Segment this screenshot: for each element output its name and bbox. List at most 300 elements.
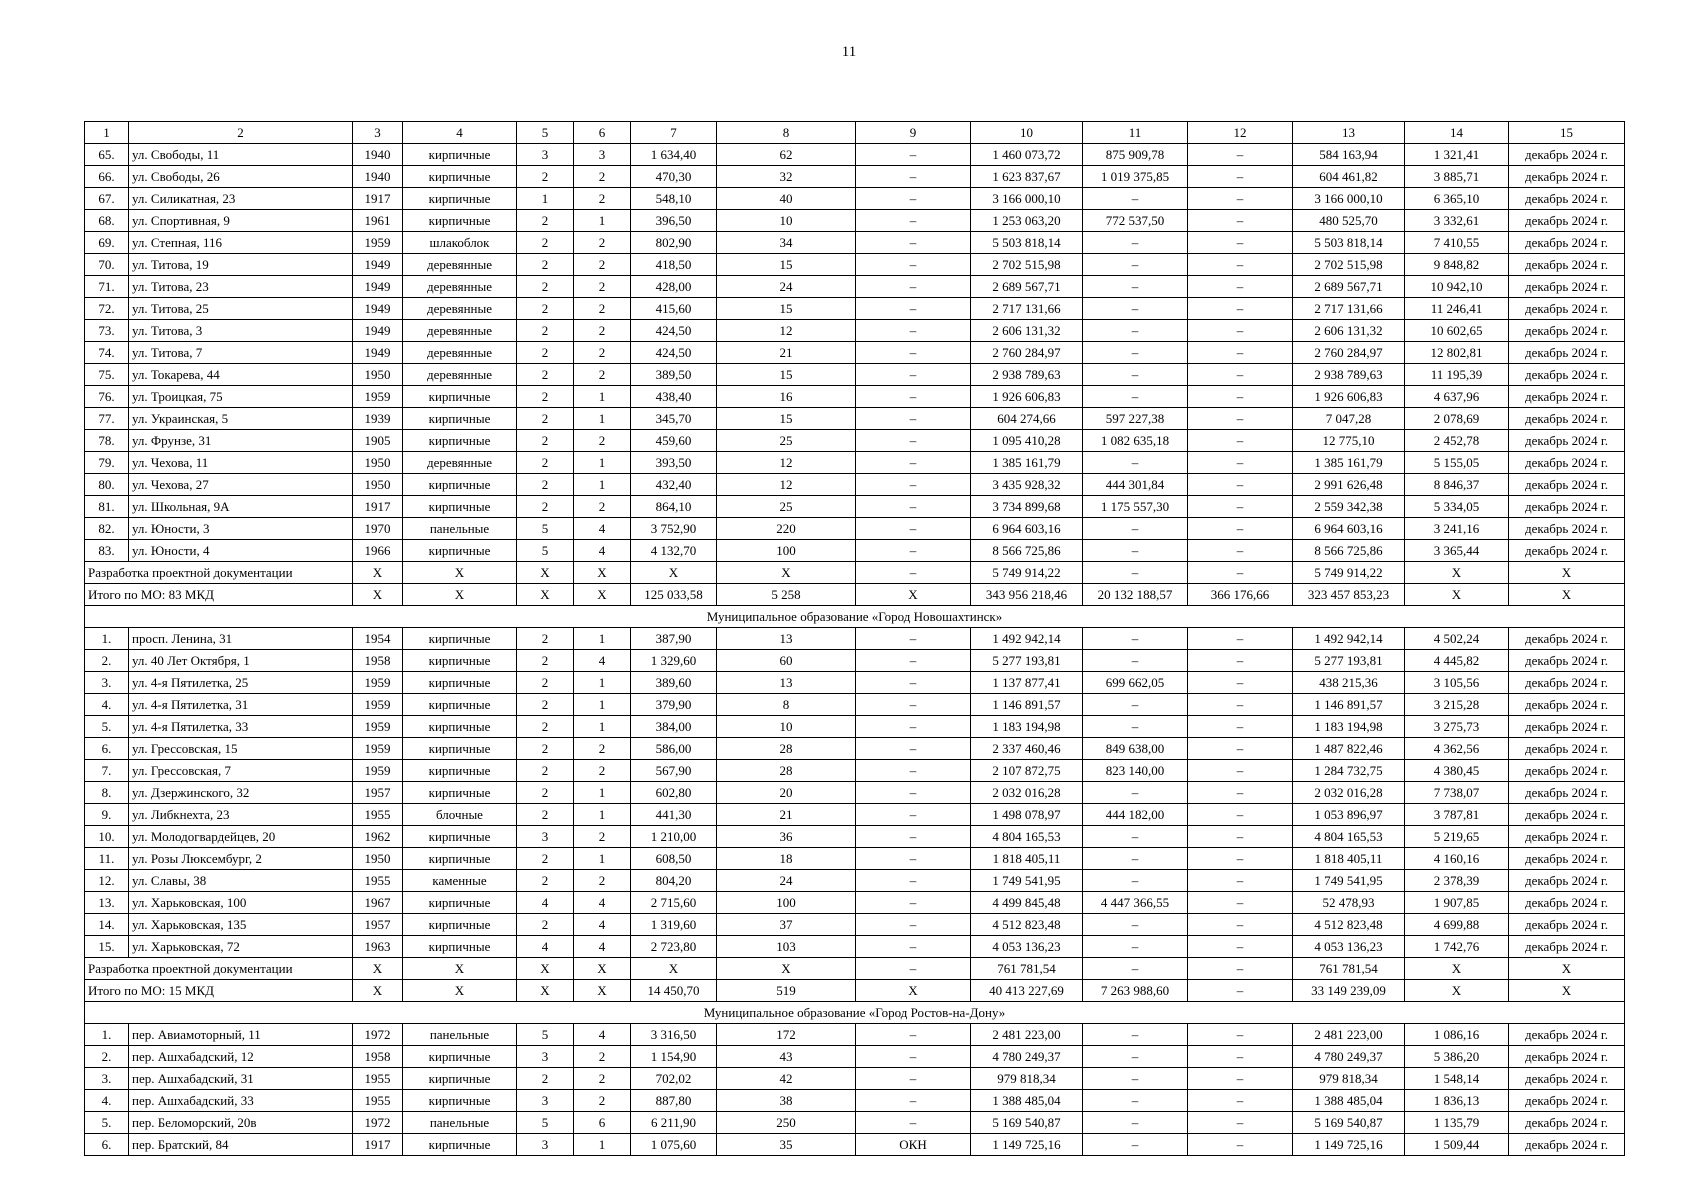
table-cell: – — [1083, 848, 1188, 870]
table-cell: 1954 — [353, 628, 403, 650]
summary-cell: – — [1188, 562, 1293, 584]
table-cell: – — [1188, 628, 1293, 650]
table-cell: 4 780 249,37 — [1293, 1046, 1405, 1068]
table-cell: 5 503 818,14 — [971, 232, 1083, 254]
table-cell: 4 780 249,37 — [971, 1046, 1083, 1068]
table-cell: 1962 — [353, 826, 403, 848]
table-cell: 864,10 — [631, 496, 717, 518]
table-cell: 250 — [717, 1112, 856, 1134]
table-cell: – — [1188, 144, 1293, 166]
table-cell: 4 380,45 — [1405, 760, 1509, 782]
summary-cell: X — [1509, 980, 1625, 1002]
table-cell: 8 566 725,86 — [1293, 540, 1405, 562]
table-cell: 11 195,39 — [1405, 364, 1509, 386]
table-cell: – — [1083, 650, 1188, 672]
table-cell: 1955 — [353, 1068, 403, 1090]
table-cell: – — [1083, 276, 1188, 298]
table-cell: 5 169 540,87 — [1293, 1112, 1405, 1134]
table-cell: деревянные — [403, 320, 517, 342]
table-cell: 80. — [85, 474, 129, 496]
table-cell: – — [1188, 782, 1293, 804]
table-cell: 1949 — [353, 342, 403, 364]
table-cell: 2 — [574, 870, 631, 892]
table-cell: шлакоблок — [403, 232, 517, 254]
table-cell: 2 — [517, 496, 574, 518]
table-cell: кирпичные — [403, 628, 517, 650]
table-cell: 887,80 — [631, 1090, 717, 1112]
table-cell: 5 — [517, 1112, 574, 1134]
table-cell: 1959 — [353, 738, 403, 760]
table-cell: – — [1188, 1134, 1293, 1156]
table-cell: 1961 — [353, 210, 403, 232]
table-cell: 4 512 823,48 — [1293, 914, 1405, 936]
table-cell: кирпичные — [403, 716, 517, 738]
summary-cell: X — [717, 562, 856, 584]
table-cell: кирпичные — [403, 408, 517, 430]
summary-cell: X — [717, 958, 856, 980]
table-cell: 1 907,85 — [1405, 892, 1509, 914]
header-cell: 1 — [85, 122, 129, 144]
table-cell: 36 — [717, 826, 856, 848]
table-cell: 597 227,38 — [1083, 408, 1188, 430]
table-cell: 2 078,69 — [1405, 408, 1509, 430]
table-cell: – — [1083, 782, 1188, 804]
table-cell: 14. — [85, 914, 129, 936]
table-cell: 2 — [574, 188, 631, 210]
table-cell: 16 — [717, 386, 856, 408]
table-cell: 2 — [574, 364, 631, 386]
table-row — [85, 760, 1625, 782]
table-cell: кирпичные — [403, 1134, 517, 1156]
table-cell: 81. — [85, 496, 129, 518]
table-cell: – — [1188, 364, 1293, 386]
table-cell: 441,30 — [631, 804, 717, 826]
table-cell: декабрь 2024 г. — [1509, 254, 1625, 276]
table-row — [85, 320, 1625, 342]
table-cell: 432,40 — [631, 474, 717, 496]
table-cell: 2 606 131,32 — [971, 320, 1083, 342]
summary-cell: – — [1188, 958, 1293, 980]
table-cell: – — [1083, 364, 1188, 386]
table-cell: 4 512 823,48 — [971, 914, 1083, 936]
table-cell: – — [1083, 320, 1188, 342]
table-cell: – — [1188, 848, 1293, 870]
table-cell: 60 — [717, 650, 856, 672]
table-cell: – — [1188, 298, 1293, 320]
table-cell: 2 — [517, 408, 574, 430]
table-cell: 25 — [717, 430, 856, 452]
table-cell: 5 — [517, 540, 574, 562]
header-cell: 15 — [1509, 122, 1625, 144]
summary-cell: 761 781,54 — [1293, 958, 1405, 980]
table-cell: 78. — [85, 430, 129, 452]
table-row — [85, 408, 1625, 430]
table-cell: 1 818 405,11 — [971, 848, 1083, 870]
table-cell: 13. — [85, 892, 129, 914]
table-row — [85, 1090, 1625, 1112]
table-cell: 1 623 837,67 — [971, 166, 1083, 188]
table-cell: 82. — [85, 518, 129, 540]
table-cell: 5 277 193,81 — [1293, 650, 1405, 672]
header-cell: 10 — [971, 122, 1083, 144]
table-cell: 12 775,10 — [1293, 430, 1405, 452]
table-cell: ул. Фрунзе, 31 — [129, 430, 353, 452]
table-cell: 7 738,07 — [1405, 782, 1509, 804]
table-cell: – — [856, 430, 971, 452]
table-cell: декабрь 2024 г. — [1509, 694, 1625, 716]
table-cell: 1 385 161,79 — [971, 452, 1083, 474]
table-cell: 1 019 375,85 — [1083, 166, 1188, 188]
table-cell: 1966 — [353, 540, 403, 562]
table-cell: 2 — [517, 1068, 574, 1090]
table-cell: – — [856, 936, 971, 958]
table-cell: 379,90 — [631, 694, 717, 716]
table-cell: – — [1083, 1090, 1188, 1112]
table-cell: 10 — [717, 716, 856, 738]
table-row — [85, 1068, 1625, 1090]
table-cell: – — [856, 782, 971, 804]
table-row — [85, 738, 1625, 760]
table-cell: кирпичные — [403, 496, 517, 518]
table-cell: 3 365,44 — [1405, 540, 1509, 562]
table-cell: 11 246,41 — [1405, 298, 1509, 320]
table-cell: 428,00 — [631, 276, 717, 298]
table-row — [85, 782, 1625, 804]
table-cell: 65. — [85, 144, 129, 166]
table-cell: 2 481 223,00 — [971, 1024, 1083, 1046]
table-cell: 1 053 896,97 — [1293, 804, 1405, 826]
table-cell: 584 163,94 — [1293, 144, 1405, 166]
table-cell: декабрь 2024 г. — [1509, 518, 1625, 540]
table-cell: просп. Ленина, 31 — [129, 628, 353, 650]
table-cell: декабрь 2024 г. — [1509, 628, 1625, 650]
table-cell: кирпичные — [403, 650, 517, 672]
table-cell: 418,50 — [631, 254, 717, 276]
table-cell: декабрь 2024 г. — [1509, 738, 1625, 760]
table-cell: декабрь 2024 г. — [1509, 320, 1625, 342]
summary-cell: X — [403, 958, 517, 980]
table-cell: декабрь 2024 г. — [1509, 672, 1625, 694]
table-cell: 3 752,90 — [631, 518, 717, 540]
table-cell: 1 175 557,30 — [1083, 496, 1188, 518]
table-cell: 1917 — [353, 1134, 403, 1156]
table-cell: 702,02 — [631, 1068, 717, 1090]
table-cell: 15 — [717, 408, 856, 430]
table-cell: – — [856, 1046, 971, 1068]
table-cell: 12 — [717, 452, 856, 474]
summary-cell: X — [403, 562, 517, 584]
table-cell: 34 — [717, 232, 856, 254]
table-cell: 52 478,93 — [1293, 892, 1405, 914]
table-cell: – — [1188, 760, 1293, 782]
table-row — [85, 650, 1625, 672]
table-cell: кирпичные — [403, 760, 517, 782]
table-cell: кирпичные — [403, 826, 517, 848]
table-cell: кирпичные — [403, 188, 517, 210]
table-cell: 389,60 — [631, 672, 717, 694]
table-cell: 12. — [85, 870, 129, 892]
table-cell: декабрь 2024 г. — [1509, 936, 1625, 958]
table-cell: 1 146 891,57 — [1293, 694, 1405, 716]
table-cell: декабрь 2024 г. — [1509, 540, 1625, 562]
header-cell: 6 — [574, 122, 631, 144]
table-cell: декабрь 2024 г. — [1509, 1046, 1625, 1068]
table-cell: – — [1188, 408, 1293, 430]
table-cell: – — [856, 694, 971, 716]
table-cell: ул. Титова, 25 — [129, 298, 353, 320]
table-cell: 459,60 — [631, 430, 717, 452]
table-cell: – — [856, 188, 971, 210]
table-cell: кирпичные — [403, 210, 517, 232]
table-cell: 389,50 — [631, 364, 717, 386]
table-cell: кирпичные — [403, 892, 517, 914]
table-cell: – — [856, 320, 971, 342]
table-cell: 393,50 — [631, 452, 717, 474]
table-cell: пер. Братский, 84 — [129, 1134, 353, 1156]
table-cell: – — [856, 474, 971, 496]
table-row — [85, 342, 1625, 364]
table-cell: декабрь 2024 г. — [1509, 474, 1625, 496]
header-cell: 5 — [517, 122, 574, 144]
table-cell: 71. — [85, 276, 129, 298]
table-cell: 2 — [574, 496, 631, 518]
table-cell: 5. — [85, 1112, 129, 1134]
table-cell: 1 385 161,79 — [1293, 452, 1405, 474]
summary-cell: 761 781,54 — [971, 958, 1083, 980]
table-cell: декабрь 2024 г. — [1509, 1112, 1625, 1134]
table-cell: декабрь 2024 г. — [1509, 342, 1625, 364]
table-cell: декабрь 2024 г. — [1509, 892, 1625, 914]
table-cell: 3 435 928,32 — [971, 474, 1083, 496]
table-cell: ул. Молодогвардейцев, 20 — [129, 826, 353, 848]
table-cell: 220 — [717, 518, 856, 540]
table-cell: 79. — [85, 452, 129, 474]
table-cell: декабрь 2024 г. — [1509, 848, 1625, 870]
table-cell: деревянные — [403, 254, 517, 276]
table-cell: 4 804 165,53 — [1293, 826, 1405, 848]
table-cell: 6. — [85, 1134, 129, 1156]
table-cell: 1959 — [353, 232, 403, 254]
header-cell: 12 — [1188, 122, 1293, 144]
table-cell: декабрь 2024 г. — [1509, 364, 1625, 386]
table-cell: декабрь 2024 г. — [1509, 452, 1625, 474]
table-cell: – — [1188, 166, 1293, 188]
table-cell: 4 637,96 — [1405, 386, 1509, 408]
summary-cell: X — [574, 562, 631, 584]
table-cell: 1970 — [353, 518, 403, 540]
table-cell: 875 909,78 — [1083, 144, 1188, 166]
table-cell: 2 — [517, 364, 574, 386]
table-cell: 1 137 877,41 — [971, 672, 1083, 694]
header-cell: 4 — [403, 122, 517, 144]
summary-cell: X — [517, 980, 574, 1002]
summary-cell: X — [403, 584, 517, 606]
table-cell: 1 818 405,11 — [1293, 848, 1405, 870]
table-cell: 10 602,65 — [1405, 320, 1509, 342]
summary-cell: – — [856, 958, 971, 980]
table-cell: 2 — [574, 254, 631, 276]
table-cell: 2 — [517, 694, 574, 716]
summary-cell: X — [353, 562, 403, 584]
table-cell: 4 502,24 — [1405, 628, 1509, 650]
table-cell: 66. — [85, 166, 129, 188]
table-cell: – — [856, 738, 971, 760]
table-row — [85, 628, 1625, 650]
table-cell: 42 — [717, 1068, 856, 1090]
table-cell: ул. Титова, 7 — [129, 342, 353, 364]
summary-cell: 5 258 — [717, 584, 856, 606]
table-cell: 849 638,00 — [1083, 738, 1188, 760]
table-cell: 1917 — [353, 496, 403, 518]
table-cell: – — [856, 892, 971, 914]
table-cell: – — [1083, 188, 1188, 210]
table-cell: 2 — [517, 320, 574, 342]
summary-cell: – — [1083, 562, 1188, 584]
table-cell: 2 — [574, 738, 631, 760]
table-cell: 2 — [517, 232, 574, 254]
table-cell: ул. Силикатная, 23 — [129, 188, 353, 210]
table-cell: – — [856, 870, 971, 892]
table-cell: декабрь 2024 г. — [1509, 1090, 1625, 1112]
table-cell: – — [1083, 232, 1188, 254]
table-row — [85, 1134, 1625, 1156]
table-cell: ул. Либкнехта, 23 — [129, 804, 353, 826]
table-cell: 1 210,00 — [631, 826, 717, 848]
table-cell: – — [1083, 254, 1188, 276]
table-cell: декабрь 2024 г. — [1509, 166, 1625, 188]
table-cell: – — [1188, 1090, 1293, 1112]
table-cell: 1958 — [353, 650, 403, 672]
table-cell: 2 — [517, 738, 574, 760]
table-cell: – — [856, 386, 971, 408]
table-cell: 103 — [717, 936, 856, 958]
table-cell: 979 818,34 — [971, 1068, 1083, 1090]
table-cell: – — [1083, 716, 1188, 738]
table-cell: 28 — [717, 760, 856, 782]
table-cell: 1 — [574, 848, 631, 870]
table-cell: ул. Школьная, 9А — [129, 496, 353, 518]
table-cell: 4 — [517, 892, 574, 914]
summary-cell: X — [517, 562, 574, 584]
table-cell: декабрь 2024 г. — [1509, 914, 1625, 936]
table-cell: 3 316,50 — [631, 1024, 717, 1046]
section-title: Муниципальное образование «Город Ростов-на-Дону» — [85, 1002, 1625, 1024]
table-cell: 2 723,80 — [631, 936, 717, 958]
table-cell: 1 492 942,14 — [971, 628, 1083, 650]
table-cell: – — [1188, 320, 1293, 342]
summary-cell: 323 457 853,23 — [1293, 584, 1405, 606]
table-cell: панельные — [403, 1112, 517, 1134]
table-cell: деревянные — [403, 298, 517, 320]
table-cell: 69. — [85, 232, 129, 254]
table-cell: 4 — [574, 936, 631, 958]
table-cell: 3. — [85, 672, 129, 694]
table-cell: 62 — [717, 144, 856, 166]
table-cell: пер. Беломорский, 20в — [129, 1112, 353, 1134]
table-row — [85, 1024, 1625, 1046]
table-cell: 2 — [517, 628, 574, 650]
table-cell: декабрь 2024 г. — [1509, 650, 1625, 672]
table-cell: 604 461,82 — [1293, 166, 1405, 188]
table-cell: 1958 — [353, 1046, 403, 1068]
table-cell: 1 095 410,28 — [971, 430, 1083, 452]
table-cell: 2 938 789,63 — [971, 364, 1083, 386]
table-cell: – — [1083, 826, 1188, 848]
header-cell: 2 — [129, 122, 353, 144]
summary-row — [85, 958, 1625, 980]
table-cell: – — [856, 628, 971, 650]
table-cell: 75. — [85, 364, 129, 386]
table-cell: – — [1083, 1046, 1188, 1068]
table-cell: – — [1188, 826, 1293, 848]
table-cell: 586,00 — [631, 738, 717, 760]
table-cell: 72. — [85, 298, 129, 320]
table-cell: 1959 — [353, 386, 403, 408]
table-row — [85, 474, 1625, 496]
table-cell: 74. — [85, 342, 129, 364]
table-cell: ул. 4-я Пятилетка, 33 — [129, 716, 353, 738]
table-cell: 1 321,41 — [1405, 144, 1509, 166]
table-cell: 480 525,70 — [1293, 210, 1405, 232]
table-cell: 5 503 818,14 — [1293, 232, 1405, 254]
table-cell: 4 — [517, 936, 574, 958]
summary-cell: 33 149 239,09 — [1293, 980, 1405, 1002]
table-row — [85, 210, 1625, 232]
table-cell: кирпичные — [403, 782, 517, 804]
table-cell: 1 926 606,83 — [1293, 386, 1405, 408]
summary-cell: 14 450,70 — [631, 980, 717, 1002]
table-cell: 1 — [574, 386, 631, 408]
table-cell: – — [1083, 540, 1188, 562]
table-cell: кирпичные — [403, 848, 517, 870]
table-cell: 2. — [85, 650, 129, 672]
table-cell: – — [856, 298, 971, 320]
table-row — [85, 276, 1625, 298]
table-cell: 11. — [85, 848, 129, 870]
summary-cell: X — [353, 584, 403, 606]
table-cell: 1 388 485,04 — [1293, 1090, 1405, 1112]
table-cell: ул. Спортивная, 9 — [129, 210, 353, 232]
table-cell: 4 — [574, 650, 631, 672]
header-cell: 7 — [631, 122, 717, 144]
table-cell: 1955 — [353, 1090, 403, 1112]
table-row — [85, 298, 1625, 320]
table-cell: 24 — [717, 870, 856, 892]
table-cell: кирпичные — [403, 738, 517, 760]
table-cell: – — [1083, 870, 1188, 892]
table-cell: 3 787,81 — [1405, 804, 1509, 826]
table-cell: – — [1188, 518, 1293, 540]
table-cell: 3 — [517, 1134, 574, 1156]
table-cell: 1 836,13 — [1405, 1090, 1509, 1112]
table-cell: ул. Украинская, 5 — [129, 408, 353, 430]
table-cell: 1 — [574, 210, 631, 232]
table-cell: 415,60 — [631, 298, 717, 320]
table-cell: 1 253 063,20 — [971, 210, 1083, 232]
table-cell: 1 329,60 — [631, 650, 717, 672]
table-cell: декабрь 2024 г. — [1509, 298, 1625, 320]
table-cell: 4 — [574, 1024, 631, 1046]
table-cell: – — [1188, 650, 1293, 672]
table-cell: 9 848,82 — [1405, 254, 1509, 276]
section-title: Муниципальное образование «Город Новошахтинск» — [85, 606, 1625, 628]
summary-label: Итого по МО: 15 МКД — [85, 980, 353, 1002]
table-cell: 12 802,81 — [1405, 342, 1509, 364]
table-cell: 3 — [517, 1090, 574, 1112]
table-cell: 1959 — [353, 760, 403, 782]
table-row — [85, 892, 1625, 914]
table-cell: – — [1083, 386, 1188, 408]
